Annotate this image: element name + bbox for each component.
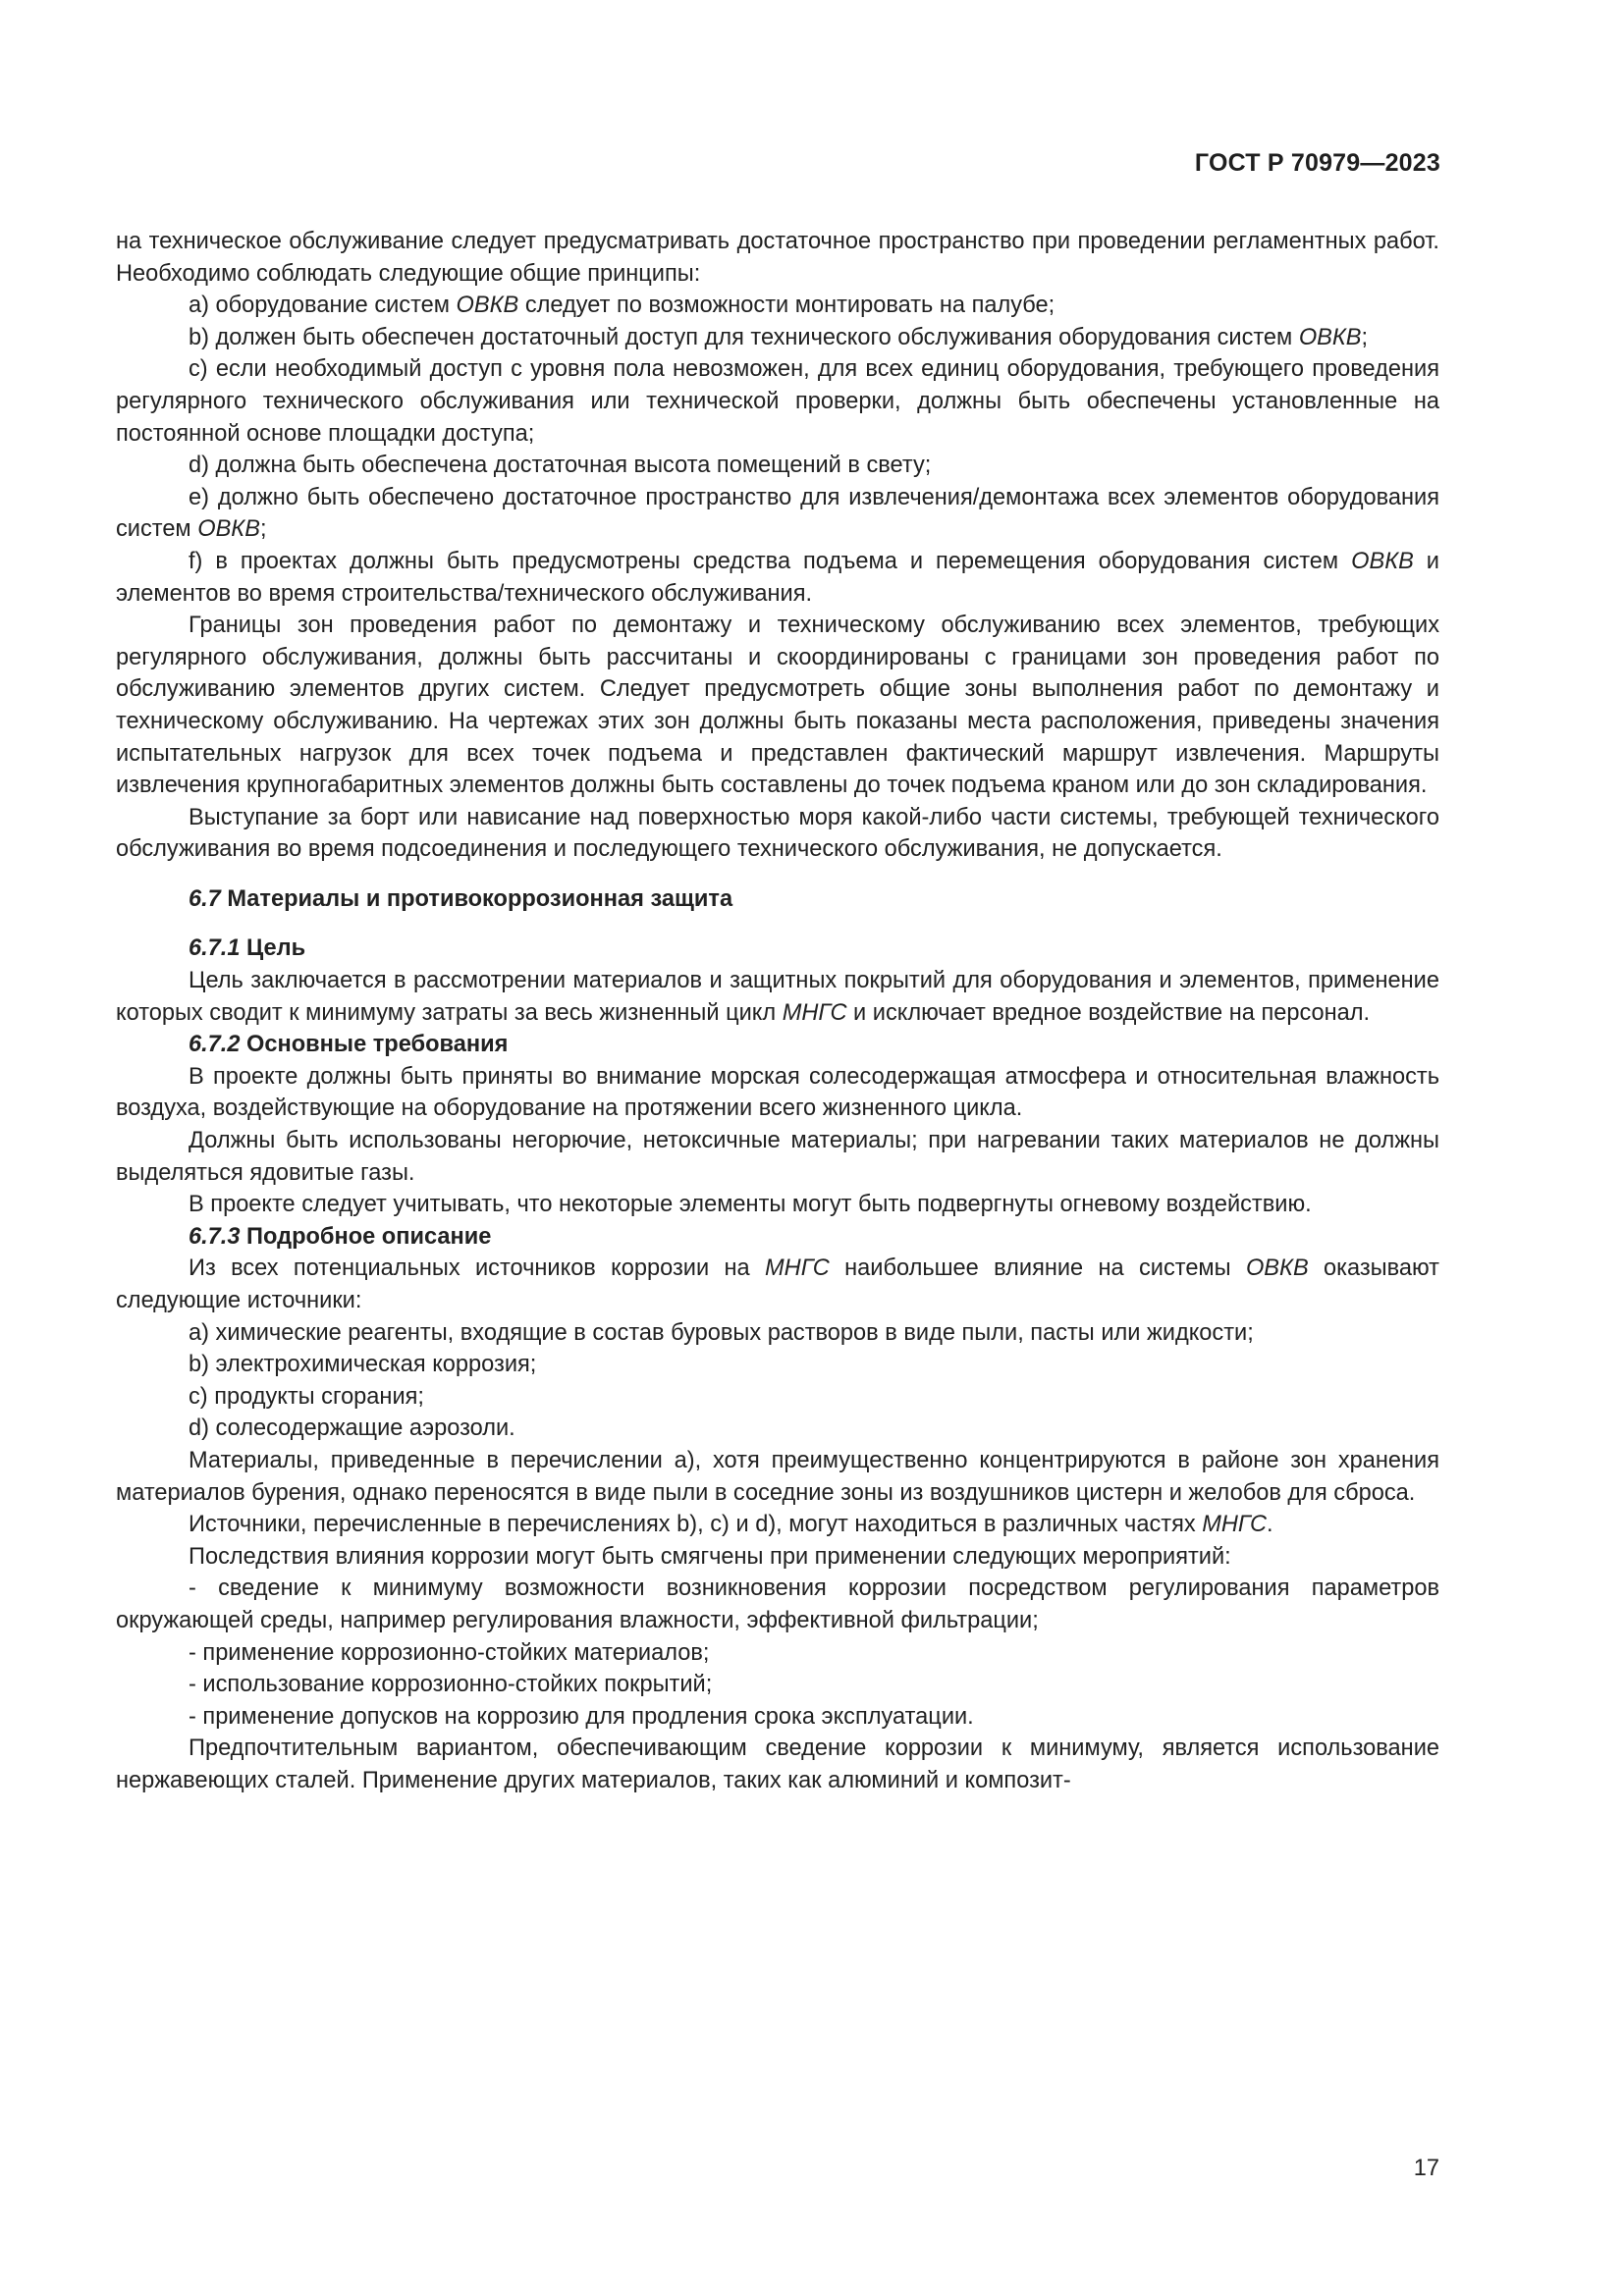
paragraph: В проекте следует учитывать, что некоторые элементы могут быть подвергнуты огневому воздействию. bbox=[189, 1192, 1312, 1218]
page-number: 17 bbox=[1413, 2156, 1439, 2181]
list-item: d) солесодержащие аэрозоли. bbox=[189, 1415, 515, 1442]
list-item: f) в проектах должны быть предусмотрены средства подъема и перемещения оборудования систем ОВКВ и элементов во время строительства/технического обслуживания. bbox=[116, 548, 1439, 607]
paragraph: Выступание за борт или нависание над поверхностью моря какой-либо части системы, требующей технического обслуживания во время подсоединения и последующего технического обслуживания, не допускается. bbox=[116, 804, 1439, 863]
paragraph: Материалы, приведенные в перечислении a), хотя преимущественно концентрируются в районе зон хранения материалов бурения, однако переносятся в виде пыли в соседние зоны из воздушников цистерн и желобов для сброса. bbox=[116, 1447, 1439, 1506]
list-item: c) если необходимый доступ с уровня пола невозможен, для всех единиц оборудования, требующего проведения регулярного технического обслуживания или технической проверки, должны быть обеспечены установленные на постоянной основе площадки доступа; bbox=[116, 356, 1439, 447]
paragraph: Должны быть использованы негорючие, нетоксичные материалы; при нагревании таких материалов не должны выделяться ядовитые газы. bbox=[116, 1128, 1439, 1186]
section-heading: 6.7 Материалы и противокоррозионная защита bbox=[189, 885, 733, 912]
document-header: ГОСТ Р 70979—2023 bbox=[1194, 149, 1440, 177]
list-item: c) продукты сгорания; bbox=[189, 1383, 424, 1410]
paragraph: Источники, перечисленные в перечислениях b), c) и d), могут находиться в различных частях МНГС. bbox=[189, 1512, 1273, 1538]
paragraph: Из всех потенциальных источников коррозии на МНГС наибольшее влияние на системы ОВКВ оказывают следующие источники: bbox=[116, 1255, 1439, 1313]
list-item: b) должен быть обеспечен достаточный доступ для технического обслуживания оборудования систем ОВКВ; bbox=[189, 324, 1369, 350]
subsection-heading: 6.7.1 Цель bbox=[189, 935, 306, 962]
subsection-heading: 6.7.3 Подробное описание bbox=[189, 1223, 492, 1250]
list-item: - применение допусков на коррозию для продления срока эксплуатации. bbox=[189, 1703, 974, 1730]
paragraph: Цель заключается в рассмотрении материалов и защитных покрытий для оборудования и элементов, применение которых сводит к минимуму затраты за весь жизненный цикл МНГС и исключает вредное воздействие на персонал. bbox=[116, 968, 1439, 1026]
paragraph: Последствия влияния коррозии могут быть смягчены при применении следующих мероприятий: bbox=[189, 1543, 1231, 1570]
document-body bbox=[116, 226, 1439, 1797]
list-item: a) оборудование систем ОВКВ следует по возможности монтировать на палубе; bbox=[189, 293, 1056, 319]
list-item: a) химические реагенты, входящие в состав буровых растворов в виде пыли, пасты или жидкости; bbox=[189, 1319, 1254, 1346]
paragraph: Границы зон проведения работ по демонтажу и техническому обслуживанию всех элементов, требующих регулярного обслуживания, должны быть рассчитаны и скоординированы с границами зон проведения работ по обслуживанию элементов других систем. Следует предусмотреть общие зоны выполнения работ по демонтажу и техническому обслуживанию. На чертежах этих зон должны быть показаны места расположения, приведены значения испытательных нагрузок для всех точек подъема и представлен фактический маршрут извлечения. Маршруты извлечения крупногабаритных элементов должны быть составлены до точек подъема краном или до зон складирования. bbox=[116, 613, 1439, 799]
list-item: b) электрохимическая коррозия; bbox=[189, 1352, 537, 1378]
list-item: - использование коррозионно-стойких покрытий; bbox=[189, 1672, 713, 1698]
paragraph: Предпочтительным вариантом, обеспечивающим сведение коррозии к минимуму, является использование нержавеющих сталей. Применение других материалов, таких как алюминий и композит- bbox=[116, 1735, 1439, 1793]
paragraph: на техническое обслуживание следует предусматривать достаточное пространство при проведении регламентных работ. Необходимо соблюдать следующие общие принципы: bbox=[116, 229, 1439, 287]
list-item: - сведение к минимуму возможности возникновения коррозии посредством регулирования параметров окружающей среды, например регулирования влажности, эффективной фильтрации; bbox=[116, 1575, 1439, 1633]
list-item: d) должна быть обеспечена достаточная высота помещений в свету; bbox=[189, 453, 932, 479]
list-item: e) должно быть обеспечено достаточное пространство для извлечения/демонтажа всех элементов оборудования систем ОВКВ; bbox=[116, 484, 1439, 543]
paragraph: В проекте должны быть приняты во внимание морская солесодержащая атмосфера и относительная влажность воздуха, воздействующие на оборудование на протяжении всего жизненного цикла. bbox=[116, 1063, 1439, 1122]
list-item: - применение коррозионно-стойких материалов; bbox=[189, 1639, 710, 1666]
subsection-heading: 6.7.2 Основные требования bbox=[189, 1032, 509, 1058]
